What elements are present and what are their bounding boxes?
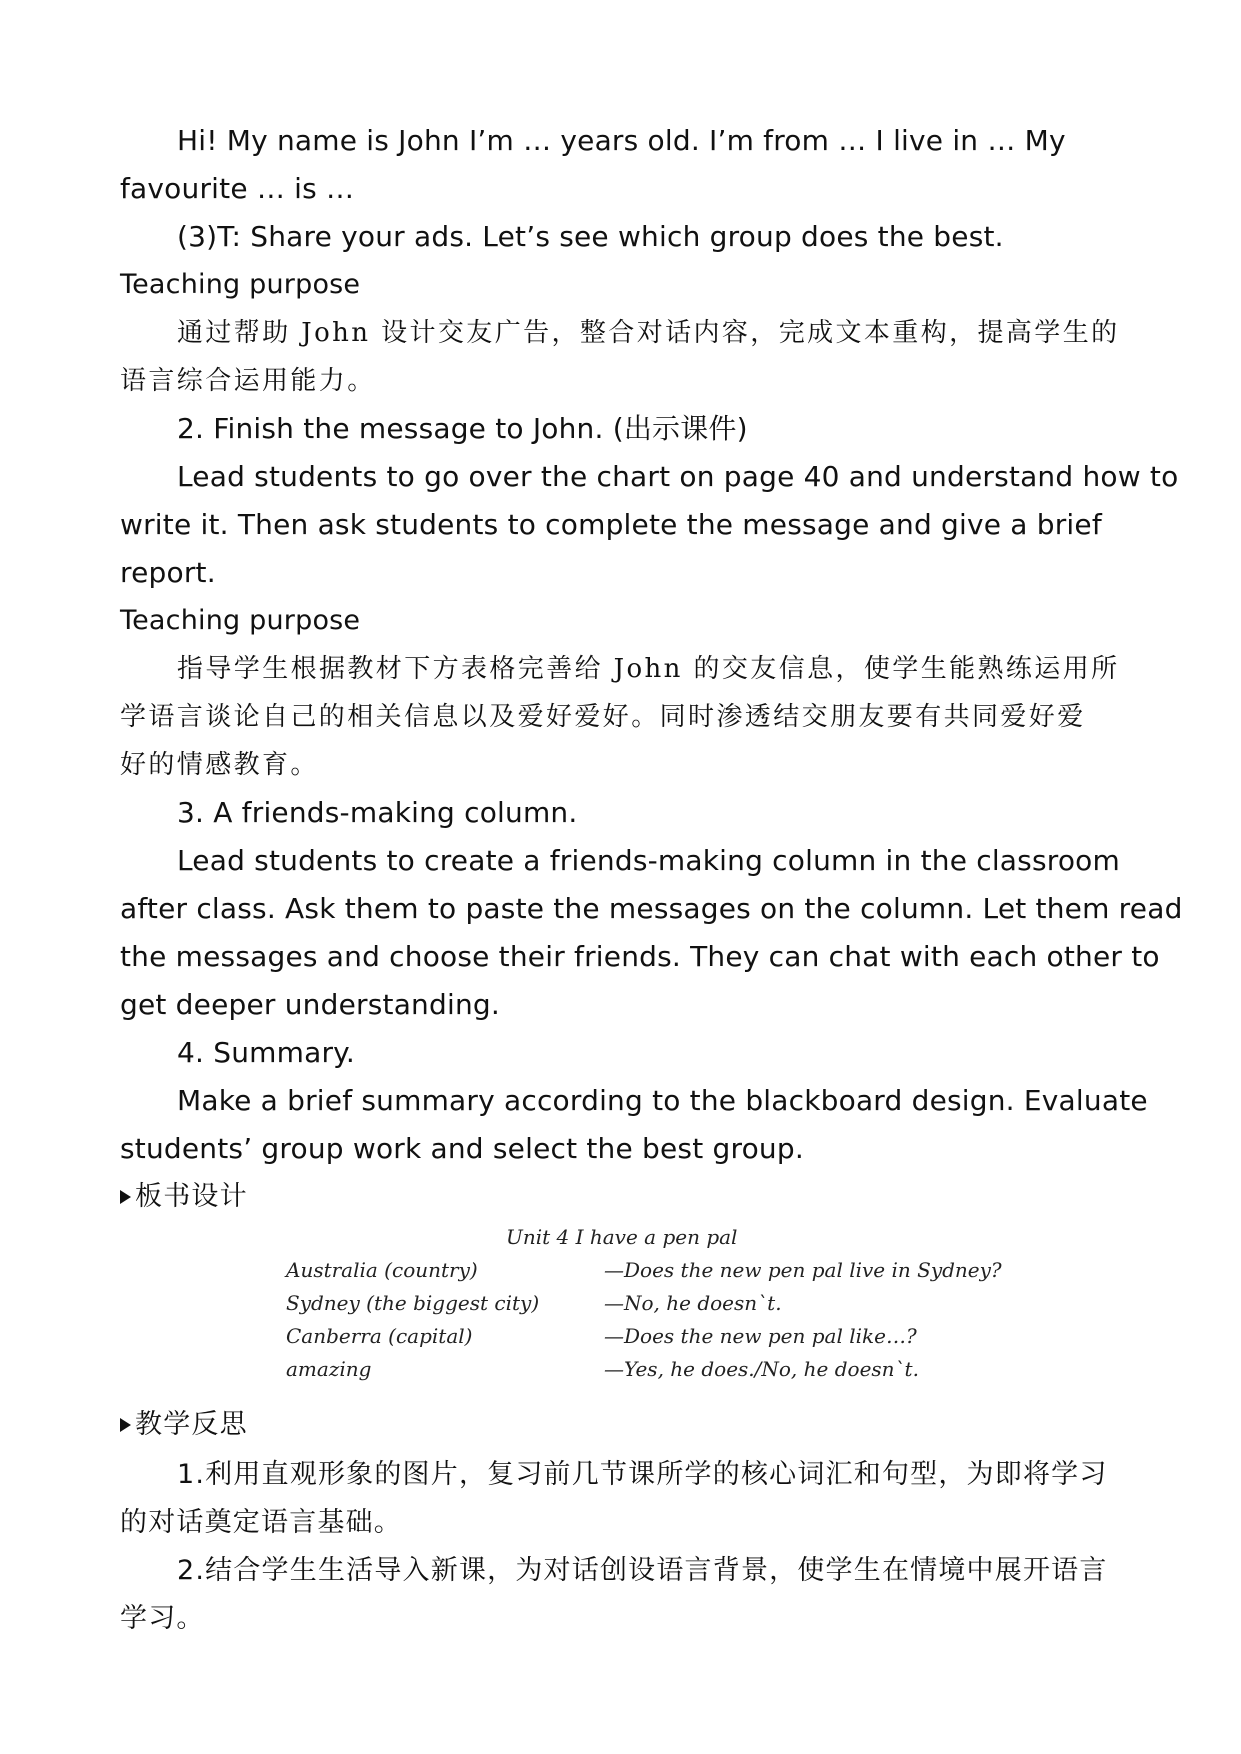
paragraph-line: 1.利用直观形象的图片，复习前几节课所学的核心词汇和句型，为即将学习 — [177, 1459, 1108, 1490]
paragraph-line: Hi! My name is John I’m … years old. I’m from … I live in … My — [177, 124, 1066, 157]
teaching-purpose-heading: Teaching purpose — [120, 269, 361, 300]
step-title: 4. Summary. — [177, 1036, 356, 1069]
blackboard-heading: 板书设计 — [120, 1173, 1125, 1221]
step-title: 3. A friends-making column. — [177, 796, 578, 829]
reflection-heading: 教学反思 — [120, 1401, 1125, 1449]
paragraph-line: 学语言谈论自己的相关信息以及爱好爱好。同时渗透结交朋友要有共同爱好爱 — [120, 702, 1086, 732]
blackboard-right-item: —Does the new pen pal like…? — [604, 1324, 917, 1348]
paragraph-line: get deeper understanding. — [120, 988, 500, 1021]
blackboard-right-item: —Yes, he does./No, he doesn`t. — [604, 1357, 919, 1381]
paragraph-line: 2.结合学生生活导入新课，为对话创设语言背景，使学生在情境中展开语言 — [177, 1555, 1108, 1586]
paragraph-line: students’ group work and select the best group. — [120, 1132, 804, 1165]
paragraph-line: the messages and choose their friends. They can chat with each other to — [120, 940, 1160, 973]
triangle-bullet-icon — [120, 1418, 131, 1432]
paragraph-line: 的对话奠定语言基础。 — [120, 1507, 402, 1538]
paragraph-line: Make a brief summary according to the blackboard design. Evaluate — [177, 1084, 1148, 1117]
blackboard-title: Unit 4 I have a pen pal — [506, 1225, 738, 1249]
paragraph-line: (3)T: Share your ads. Let’s see which group does the best. — [177, 220, 1004, 253]
paragraph-line: 指导学生根据教材下方表格完善给 John 的交友信息，使学生能熟练运用所 — [177, 654, 1120, 684]
blackboard-right-item: —No, he doesn`t. — [604, 1291, 782, 1315]
paragraph-line: Lead students to go over the chart on page 40 and understand how to — [177, 460, 1179, 493]
paragraph-line: 好的情感教育。 — [120, 750, 319, 780]
blackboard-right-item: —Does the new pen pal live in Sydney? — [604, 1258, 1002, 1282]
teaching-purpose-heading: Teaching purpose — [120, 605, 361, 636]
paragraph-line: Lead students to create a friends-making column in the classroom — [177, 844, 1120, 877]
paragraph-line: 通过帮助 John 设计交友广告，整合对话内容，完成文本重构，提高学生的 — [177, 318, 1120, 348]
paragraph-line: report. — [120, 556, 216, 589]
paragraph-line: favourite … is … — [120, 172, 355, 205]
step-title: 2. Finish the message to John. (出示课件) — [177, 412, 748, 445]
blackboard-left-item: Australia (country) — [286, 1258, 478, 1282]
paragraph-line: after class. Ask them to paste the messages on the column. Let them read — [120, 892, 1183, 925]
blackboard-left-item: Canberra (capital) — [286, 1324, 473, 1348]
paragraph-line: write it. Then ask students to complete the message and give a brief — [120, 508, 1102, 541]
blackboard-left-item: amazing — [286, 1357, 372, 1381]
triangle-bullet-icon — [120, 1190, 131, 1204]
paragraph-line: 语言综合运用能力。 — [120, 366, 376, 396]
blackboard-left-item: Sydney (the biggest city) — [286, 1291, 540, 1315]
paragraph-line: 学习。 — [120, 1603, 205, 1634]
